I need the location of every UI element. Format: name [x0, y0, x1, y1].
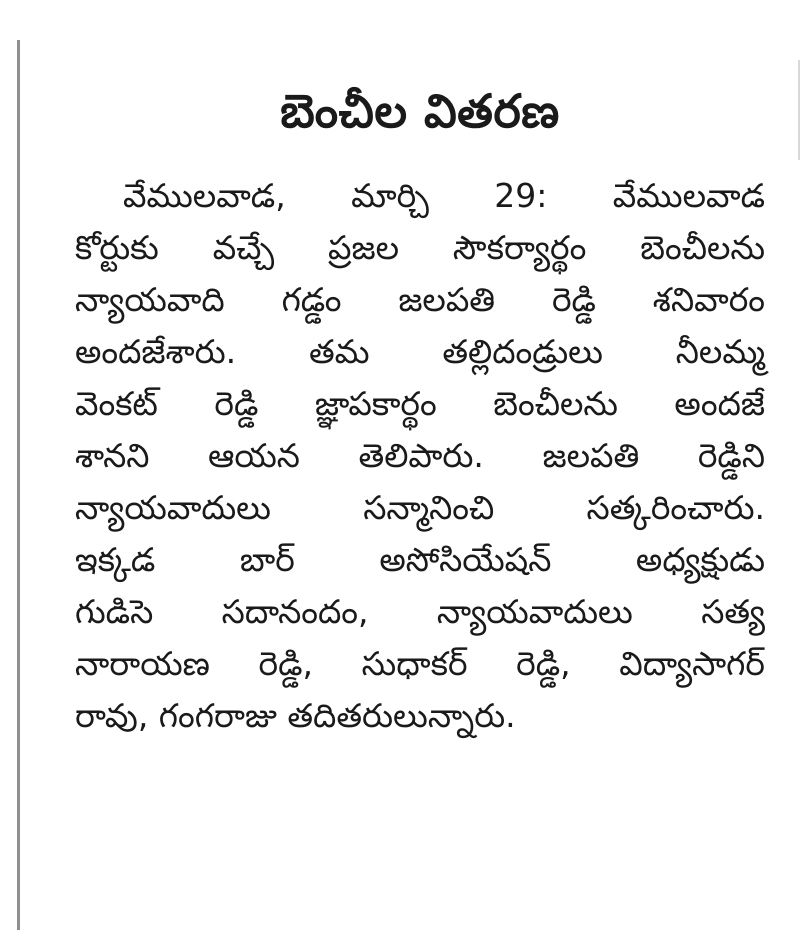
- body-line: వెంకట్ రెడ్డి జ్ఞాపకార్థం బెంచీలను అందజే: [75, 384, 765, 423]
- body-line: రావు, గంగరాజు తదితరులున్నారు.: [75, 696, 516, 735]
- body-line: గుడిసె సదానందం, న్యాయవాదులు సత్య: [75, 592, 765, 631]
- body-line: ఇక్కడ బార్ అసోసియేషన్ అధ్యక్షుడు: [75, 540, 765, 579]
- body-line: నారాయణ రెడ్డి, సుధాకర్ రెడ్డి, విద్యాసాగర్: [75, 644, 765, 683]
- article-body: [75, 170, 765, 742]
- body-line: కోర్టుకు వచ్చే ప్రజల సౌకర్యార్థం బెంచీలను: [75, 228, 765, 267]
- body-line: అందజేశారు. తమ తల్లిదండ్రులు నీలమ్మ: [75, 332, 765, 371]
- news-article: [75, 80, 765, 742]
- body-line: శానని ఆయన తెలిపారు. జలపతి రెడ్డిని: [75, 436, 765, 475]
- body-line: న్యాయవాదులు సన్మానించి సత్కరించారు.: [75, 488, 765, 527]
- body-line: న్యాయవాది గడ్డం జలపతి రెడ్డి శనివారం: [75, 280, 765, 319]
- body-line: వేములవాడ, మార్చి 29: వేములవాడ: [123, 176, 765, 215]
- article-headline: బెంచీల వితరణ: [280, 84, 560, 138]
- column-divider: [17, 40, 20, 930]
